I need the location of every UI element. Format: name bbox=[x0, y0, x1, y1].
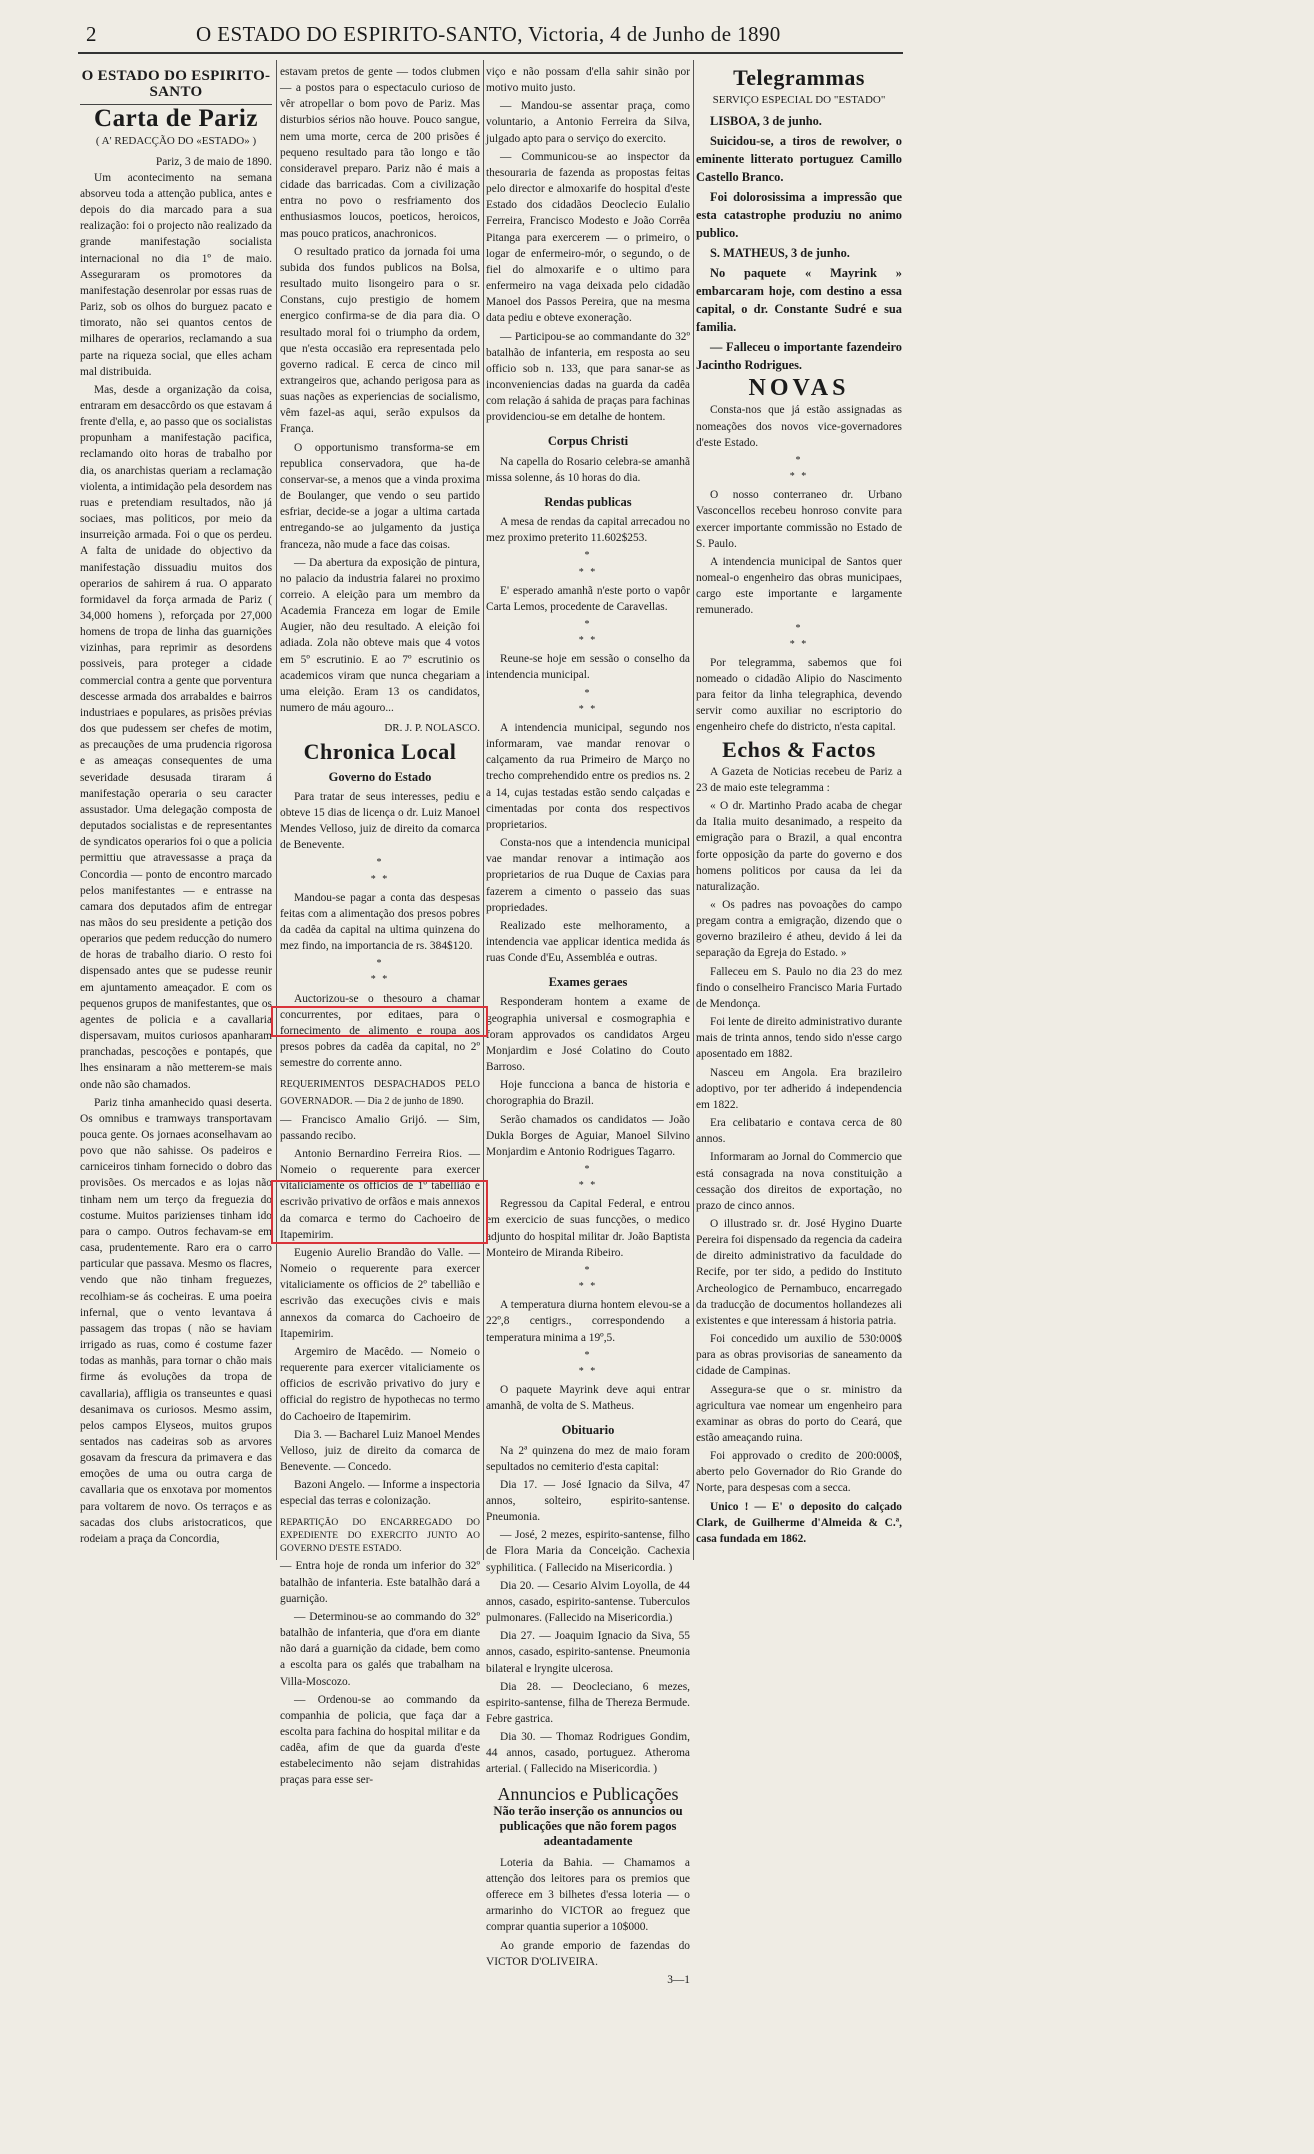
paragraph: Na 2ª quinzena do mez de maio foram sepultados no cemiterio d'esta capital: bbox=[486, 1444, 690, 1473]
paragraph: — Communicou-se ao inspector da thesouraria de fazenda as propostas feitas pelo director e almoxarife do hospital d'este Estado dos cidadãos Deoclecio Eulalio Ferreira, Francisco Modesto e João Corrêa Pitanga para exercerem — o primeiro, o logar de enfermeiro-mór, o segundo, o de fiel do almoxarife e o ultimo para enfermeiro na vaga deixada pelo cidadão Manoel dos Passos Pereira, que na mesma data pediu e obteve exoneração. bbox=[486, 150, 690, 325]
section-title-obituario: Obituario bbox=[561, 1423, 615, 1438]
paragraph: Dia 28. — Deocleciano, 6 mezes, espirito-santense, filha de Thereza Bermude. Febre gastrica. bbox=[486, 1680, 690, 1725]
telegram-text: Foi dolorosissima a impressão que esta catastrophe produziu no animo publico. bbox=[696, 190, 902, 241]
paragraph: Nasceu em Angola. Era brazileiro adoptivo, por ter adherido á independencia em 1822. bbox=[696, 1066, 902, 1111]
separator-stars: * * * bbox=[578, 619, 598, 647]
paragraph: Dia 17. — José Ignacio da Silva, 47 annos, solteiro, espirito-santense. Pneumonia. bbox=[486, 1478, 690, 1524]
page-header bbox=[78, 20, 903, 50]
paragraph: Para tratar de seus interesses, pediu e obteve 15 dias de licença o dr. Luiz Manoel Mendes Velloso, juiz de direito da comarca de Benevente. bbox=[280, 790, 480, 852]
paragraph: Foi lente de direito administrativo durante mais de trinta annos, tendo sido n'esse cargo aposentado em 1882. bbox=[696, 1016, 903, 1061]
separator-stars: * * * bbox=[578, 1349, 598, 1377]
separator-stars: * * * bbox=[578, 550, 598, 578]
paragraph: Consta-nos que a intendencia municipal vae mandar renovar a intimação aos proprietarios de rua Duque de Caxias para fazerem a cimento o passeio das suas propriedades. bbox=[486, 837, 690, 914]
paragraph: Eugenio Aurelio Brandão do Valle. — Nomeio o requerente para exercer vitaliciamente os officios de 2º tabellião e escrivão das execuções civis e mais annexos da comarca do Cachoeiro de Itapemirim. bbox=[280, 1246, 480, 1340]
paragraph: Reune-se hoje em sessão o conselho da intendencia municipal. bbox=[486, 653, 690, 682]
paragraph-unico: Unico ! — E' o deposito do calçado Clark, de Guilherme d'Almeida & C.ª, casa fundada em 1862. bbox=[696, 1500, 902, 1545]
dateline: Pariz, 3 de maio de 1890. bbox=[155, 155, 272, 168]
page-number: 2 bbox=[86, 22, 97, 46]
separator-stars: * * * bbox=[370, 958, 390, 986]
paragraph: Informaram ao Jornal do Commercio que está consagrada na nova constituição a cessação dos direitos de exportação, no prazo de cinco annos. bbox=[696, 1151, 902, 1212]
paragraph: viço e não possam d'ella sahir sinão por motivo muito justo. bbox=[486, 66, 690, 95]
separator-stars: * * * bbox=[370, 857, 390, 885]
paragraph: Por telegramma, sabemos que foi nomeado o cidadão Alipio do Nascimento para feitor da linha telegraphica, devendo servir como auxiliar no escriptorio do engenheiro chefe do districto, n'esta capital. bbox=[696, 656, 902, 734]
paragraph: Serão chamados os candidatos — João Dukla Borges de Aguiar, Manoel Silvino Monjardim e Antonio Rodrigues Tagarro. bbox=[486, 1113, 690, 1158]
paragraph: O nosso conterraneo dr. Urbano Vasconcellos recebeu honroso convite para exercer importante commissão no Estado de S. Paulo. bbox=[696, 489, 902, 550]
paragraph: Bazoni Angelo. — Informe a inspectoria especial das terras e colonização. bbox=[280, 1479, 480, 1508]
column-divider bbox=[276, 60, 277, 1560]
section-title-governo: Governo do Estado bbox=[328, 769, 432, 784]
telegram-text: Suicidou-se, a tiros de rewolver, o eminente litterato portuguez Camillo Castello Branco. bbox=[696, 134, 902, 185]
annuncios-notice: Não terão inserção os annuncios ou publicações que não forem pagos adeantadamente bbox=[493, 1803, 683, 1848]
paragraph: Regressou da Capital Federal, e entrou em exercicio de suas funcções, o medico adjunto do hospital militar dr. João Baptista Monteiro de Miranda Ribeiro. bbox=[486, 1198, 690, 1259]
signature: DR. J. P. NOLASCO. bbox=[384, 722, 480, 735]
separator-stars: * * * bbox=[789, 454, 809, 483]
service-line: SERVIÇO ESPECIAL DO "ESTADO" bbox=[712, 94, 886, 107]
section-title-rendas: Rendas publicas bbox=[544, 494, 632, 509]
section-title-novas: NOVAS bbox=[748, 375, 850, 402]
paragraph: Antonio Bernardino Ferreira Rios. — Nomeio o requerente para exercer vitaliciamente os officios de 1º tabellião e escrivão privativo de orfãos e mais annexos da comarca e termo do Cachoeiro de Itapemirim. bbox=[280, 1148, 480, 1241]
paragraph: — Francisco Amalio Grijó. — Sim, passando recibo. bbox=[280, 1113, 480, 1142]
section-title-telegrammas: Telegrammas bbox=[733, 65, 865, 90]
paragraph: — Mandou-se assentar praça, como voluntario, a Antonio Ferreira da Silva, julgado apto para o serviço do exercito. bbox=[486, 100, 690, 145]
section-title-chronica-local: Chronica Local bbox=[303, 739, 457, 765]
masthead: O ESTADO DO ESPIRITO-SANTO bbox=[80, 68, 272, 105]
paragraph: Pariz tinha amanhecido quasi deserta. Os omnibus e tramways transportavam pouca gente. Os jornaes aconselhavam ao povo que não sahisse. Os padeiros e carniceiros tinham fornecido o dobro das provisões. Os mercados e as lojas não tinham nem um terço da freguezia do costume. Muitos parizienses tinham ido para o campo. Outros fechavam-se em casa, prudentemente. Raro era o carro particular que passava. Mesmo os flacres, vendo que não tinham freguezes, recolhiam-se ás cocheiras. E uma poeira infernal, que o vento levantava á passagem das tropas ( não se haviam irrigado as ruas, como é costume fazer todas as manhãs, para tornar o chão mais firme ás evoluções da tropa de cavallaria), affligia os transeuntes e quasi desanimava os curiosos. Mesmo assim, pelos campos Elyseos, muitos grupos sentados nas cadeiras sob as arvores gosavam da frescura da primavera e das emoções de uma ou outra carga de cavallaria que os enxotava por momentos para voltarem de novo. Os terraços e as sacadas dos clubs aristocraticos, que rodeiam a praça da Concordia, bbox=[80, 1096, 272, 1545]
header-rule bbox=[78, 52, 903, 54]
article-subtitle: ( A' REDACÇÃO DO «ESTADO» ) bbox=[95, 135, 257, 148]
requerimentos-heading: REQUERIMENTOS DESPACHADOS PELO GOVERNADOR. — Dia 2 de junho de 1890. bbox=[280, 1079, 480, 1107]
paragraph: A intendencia municipal, segundo nos informaram, vae mandar renovar o calçamento da rua Primeiro de Março no trecho comprehendido entre os predios ns. 2 a 14, cujas testadas estão sendo calçadas e cimentadas por conta dos respectivos proprietarios. bbox=[486, 721, 690, 831]
paragraph: Responderam hontem a exame de geographia universal e cosmographia e foram approvados os candidatos Argeu Monjardim e José Colatino do Couto Barroso. bbox=[486, 996, 690, 1074]
telegram-text: — Falleceu o importante fazendeiro Jacintho Rodrigues. bbox=[696, 340, 902, 373]
section-title-corpus-christi: Corpus Christi bbox=[547, 434, 629, 449]
paragraph: — Participou-se ao commandante do 32º batalhão de infanteria, em resposta ao seu officio sob n. 133, que para sanar-se as inconveniencias dadas na guarda da cadêa com relação á sahida de praças para fachinas providenciou-se em detalhe de hontem. bbox=[486, 330, 690, 424]
paragraph: Dia 27. — Joaquim Ignacio da Siva, 55 annos, casado, espirito-santense. Pneumonia bilateral e lryngite ulcerosa. bbox=[486, 1630, 690, 1675]
ad-marker: 3—1 bbox=[667, 1973, 690, 1986]
paragraph: « Os padres nas povoações do campo pregam contra a emigração, dizendo que o governo brazileiro é atheu, devido á lei da separação da Egreja do Estado. » bbox=[696, 899, 902, 960]
paragraph: O paquete Mayrink deve aqui entrar amanhã, de volta de S. Matheus. bbox=[486, 1384, 690, 1413]
paragraph: Um acontecimento na semana absorveu toda a attenção publica, antes e depois do dia marcado para a sua realização: foi o projecto não realizado da grande manifestação socialista internacional no dia 1º de maio. Asseguraram os promotores da manifestação desenrolar por essas ruas de Pariz, sob os olhos do burguez pacato e timorato, não sei quantos centos de milhares de operarios, reclamando a sua parte na riqueza social, que elles acham mal distribuida. bbox=[80, 171, 272, 378]
paragraph: O illustrado sr. dr. José Hygino Duarte Pereira foi dispensado da regencia da cadeira de direito administrativo da faculdade do Recife, por ter sido, a pedido do Instituto Archeologico de Pernambuco, encarregado da traducção de documentos hollandezes ali existentes e que interessam á historia patria. bbox=[696, 1217, 902, 1327]
paragraph: O resultado pratico da jornada foi uma subida dos fundos publicos na Bolsa, resultado muito lisongeiro para o sr. Constans, cujo prestigio de homem energico confirma-se de dia para dia. O resultado moral foi o triumpho da ordem, que n'esta occasião era representada pelo governo radical. E cerca de cinco mil extrangeiros que, achando perigosa para as suas nações as experiencias de socialismo, vêm fazel-as aqui, serão expulsos da França. bbox=[280, 245, 480, 436]
telegram-dateline: S. MATHEUS, 3 de junho. bbox=[710, 246, 850, 261]
section-title-echos-factos: Echos & Factos bbox=[722, 736, 876, 762]
paragraph: A temperatura diurna hontem elevou-se a 22º,8 centigrs., correspondendo a temperatura minima a 19º,5. bbox=[486, 1299, 690, 1344]
paragraph: Auctorizou-se o thesouro a chamar concurrentes, por editaes, para o fornecimento de alimento e roupa aos presos pobres da cadêa da capital, no 2º semestre do corrente anno. bbox=[280, 992, 480, 1070]
paragraph: Dia 20. — Cesario Alvim Loyolla, de 44 annos, casado, espirito-santense. Tuberculos pulmonares. (Fallecido na Misericordia.) bbox=[486, 1579, 690, 1625]
paragraph: — Da abertura da exposição de pintura, no palacio da industria falarei no proximo correio. A eleição para um membro da Academia Franceza em logar de Emile Augier, não deu resultado. A eleição foi adiada. Zola não obteve mais que 4 votos em 5º escrutinio. E ao 7º escrutinio os academicos viram que nunca chegariam a uma eleição. Eram 13 os candidatos, numero de máu agouro... bbox=[280, 556, 480, 715]
paragraph: Consta-nos que já estão assignadas as nomeações dos novos vice-governadores d'este Estado. bbox=[696, 404, 902, 449]
separator-stars: * * * bbox=[789, 622, 809, 650]
paragraph: — Determinou-se ao commando do 32º batalhão de infanteria, que d'ora em diante não dará a guarnição da cidade, bem como a escolta para os galés que trabalham na Villa-Moscozo. bbox=[280, 1610, 480, 1688]
paragraph: Mas, desde a organização da coisa, entraram em desaccôrdo os que estavam á frente d'ella, e, ao passo que os socialistas propunham a manifestação pacifica, reclamando oito horas de trabalho por dia, os anarchistas queriam a reclamação violenta, a intimidação pela desordem nas ruas e pretendiam resultados, não já sociaes, mas politicos, por meio da insurreição armada. Foi o que os perdeu. A falta de unidade do objectivo da manifestação dissuadiu muitos dos operarios de sahirem á rua. O apparato formidavel da força armada de Pariz ( 34,000 homens ), reforçada por 27,000 homens de tropa de linha das guarnições vizinhas, para reprimir as desordens possiveis, para proteger a cidade commercial contra a gente que porventura descesse armada dos arrabaldes e bairros industriaes e populares, as prisões prévias dos que pudessem ser chefes de motim, as precauções de uma prudencia rigorosa e as ameaças consequentes de uma severidade desusada tiraram á manifestação operaria o seu caracter assustador. Uma delegação composta de deputados socialistas e de representantes de syndicatos operarios foi o que a policia permittiu que atravessasse a praça da Concordia — ponto de encontro marcado pelos manifestantes — e entrasse na camara dos deputados afim de entregar nas mãos do seu presidente a petição dos operarios que pedem reducção do numero de horas de trabalho diario. O resto foi dispensado antes que se pudesse reunir em ajuntamento ameaçador. E com os pequenos grupos de manifestantes, que os agentes de policia e a cavallaria dispersavam, muitos curiosos apanharam pranchadas, pescoções e pontapés, que lhes ensinaram a não metterem-se mais onde não são chamados. bbox=[80, 383, 273, 1091]
column-divider bbox=[483, 60, 484, 1560]
article-title-carta-de-pariz: Carta de Pariz bbox=[94, 105, 258, 133]
paragraph: Dia 30. — Thomaz Rodrigues Gondim, 44 annos, casado, portuguez. Atheroma arterial. ( Fallecido na Misericordia. ) bbox=[486, 1731, 690, 1776]
paragraph: A mesa de rendas da capital arrecadou no mez proximo preterito 11.602$253. bbox=[486, 516, 690, 545]
telegram-text: No paquete « Mayrink » embarcaram hoje, com destino a essa capital, o dr. Constante Sudré e sua familia. bbox=[696, 266, 902, 335]
paragraph: Foi concedido um auxilio de 530:000$ para as obras provisorias de saneamento da cidade de Campinas. bbox=[696, 1333, 902, 1378]
paragraph: Na capella do Rosario celebra-se amanhã missa solenne, ás 10 horas do dia. bbox=[486, 455, 690, 484]
paragraph: A Gazeta de Noticias recebeu de Pariz a 23 de maio este telegramma : bbox=[696, 765, 902, 794]
column-4 bbox=[696, 64, 902, 1559]
separator-stars: * * * bbox=[578, 687, 598, 715]
paragraph: E' esperado amanhã n'este porto o vapôr Carta Lemos, procedente de Caravellas. bbox=[486, 584, 690, 613]
paragraph: estavam pretos de gente — todos clubmen — a postos para o espectaculo curioso de vêr atropellar o bom povo de Pariz. Mas disturbios sérios não houve. Pouco sangue, nem uma morte, cerca de 200 prisões é pequeno resultado para tão longo e tão consideravel preparo. Pariz não é mais a cidade das barricadas. Com a civilização entra no povo o resfriamento dos enthusiasmos loucos, poeticos, heroicos, mas pouco praticos, anachronicos. bbox=[280, 66, 480, 240]
paragraph: Ao grande emporio de fazendas do VICTOR D'OLIVEIRA. bbox=[486, 1939, 690, 1968]
paragraph: Falleceu em S. Paulo no dia 23 do mez findo o conselheiro Francisco Maria Furtado de Mendonça. bbox=[696, 965, 902, 1010]
paragraph: A intendencia municipal de Santos quer nomeal-o engenheiro das obras municipaes, cargo este importante e largamente remunerado. bbox=[696, 555, 902, 617]
paragraph: Foi approvado o credito de 200:000$, aberto pelo Governador do Rio Grande do Norte, para despesas com a secca. bbox=[696, 1450, 902, 1495]
paragraph: Era celibatario e contava cerca de 80 annos. bbox=[696, 1117, 902, 1146]
paragraph: Assegura-se que o sr. ministro da agricultura vae nomear um engenheiro para examinar as obras do porto do Ceará, que estão ameaçando ruina. bbox=[696, 1383, 902, 1444]
paragraph: Loteria da Bahia. — Chamamos a attenção dos leitores para os premios que offerece em 3 bilhetes d'essa loteria — o armarinho do VICTOR ao freguez que comprar quantia superior a 10$000. bbox=[486, 1856, 690, 1934]
newspaper-header-title: O ESTADO DO ESPIRITO-SANTO, Victoria, 4 de Junho de 1890 bbox=[196, 22, 781, 46]
column-2 bbox=[280, 64, 480, 1787]
section-title-exames: Exames geraes bbox=[548, 975, 628, 990]
column-3 bbox=[486, 64, 690, 1986]
separator-stars: * * * bbox=[578, 1264, 598, 1293]
separator-stars: * * * bbox=[578, 1164, 598, 1192]
telegram-dateline: LISBOA, 3 de junho. bbox=[710, 114, 822, 129]
paragraph: O opportunismo transforma-se em republica conservadora, que ha-de conservar-se, a menos que a vinda proxima de Boulanger, que vendo o seu partido esfriar, decide-se a jogar a ultima cartada entregando-se ao julgamento da justiça franceza, não mude a face das coisas. bbox=[280, 441, 480, 551]
column-1 bbox=[80, 64, 272, 1559]
paragraph: « O dr. Martinho Prado acaba de chegar da Italia muito desanimado, a respeito da emigração para o Brazil, a qual encontra forte opposição da parte do governo e dos homens politicos por causa da lei da naturalização. bbox=[696, 800, 902, 893]
paragraph: Hoje funcciona a banca de historia e chorographia do Brazil. bbox=[486, 1079, 690, 1108]
paragraph: — José, 2 mezes, espirito-santense, filho de Flora Maria da Conceição. Cachexia syphilitica. ( Fallecido na Misericordia. ) bbox=[486, 1529, 690, 1574]
paragraph: Dia 3. — Bacharel Luiz Manoel Mendes Velloso, juiz de direito da comarca de Benevente. — Concedo. bbox=[280, 1428, 480, 1473]
paragraph: Realizado este melhoramento, a intendencia vae applicar identica medida ás ruas Conde d'Eu, Assembléa e outras. bbox=[486, 919, 690, 965]
section-title-annuncios: Annuncios e Publicações bbox=[497, 1783, 679, 1804]
paragraph: Argemiro de Macêdo. — Nomeio o requerente para exercer vitaliciamente os officios de escrivão privativo do jury e official do registro de hypothecas no termo do Cachoeiro de Itapemirim. bbox=[280, 1345, 480, 1423]
paragraph: — Entra hoje de ronda um inferior do 32º batalhão de infanteria. Este batalhão dará a guarnição. bbox=[280, 1560, 480, 1605]
paragraph: — Ordenou-se ao commando da companhia de policia, que faça dar a escolta para fachina do hospital militar e da cadêa, afim de que da guarda d'este estabelecimento não sejam distrahidas praças para esse ser- bbox=[280, 1693, 480, 1787]
reparticao-heading: REPARTIÇÃO DO ENCARREGADO DO EXPEDIENTE DO EXERCITO JUNTO AO GOVERNO D'ESTE ESTADO. bbox=[280, 1518, 480, 1555]
paragraph: Mandou-se pagar a conta das despesas feitas com a alimentação dos presos pobres da cadêa da capital na ultima quinzena do mez findo, na importancia de rs. 384$120. bbox=[280, 891, 480, 953]
column-divider bbox=[693, 60, 694, 1560]
